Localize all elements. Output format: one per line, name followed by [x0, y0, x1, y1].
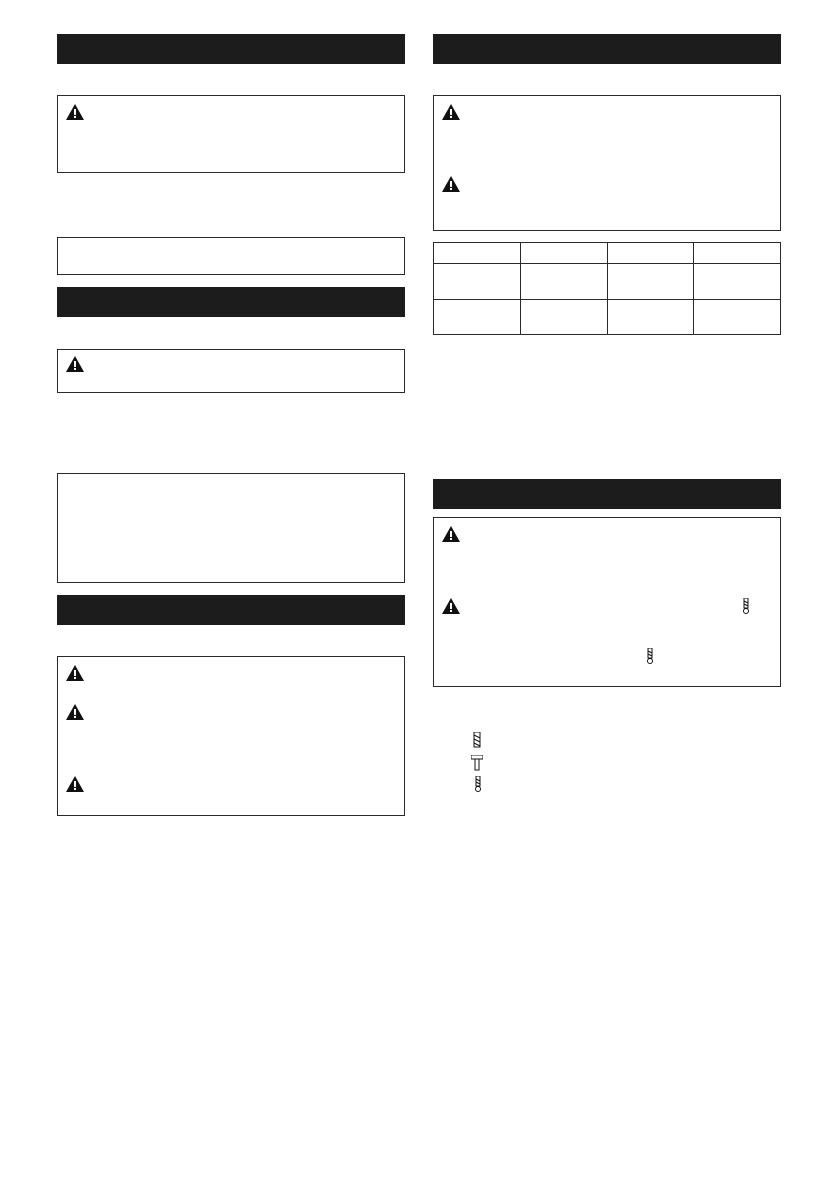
caution-box [57, 656, 405, 816]
section-header-bar [433, 479, 781, 509]
warning-triangle-icon [442, 526, 460, 542]
section-header-bar [433, 34, 781, 64]
screw-icon [473, 776, 483, 797]
table-cell [607, 243, 694, 264]
hammer-icon [471, 755, 483, 776]
warning-triangle-icon [66, 776, 84, 792]
section-header-bar [57, 34, 405, 64]
warning-triangle-icon [442, 104, 460, 120]
warning-triangle-icon [66, 704, 84, 720]
table-cell [520, 264, 607, 300]
table-cell [520, 243, 607, 264]
table-cell [694, 243, 781, 264]
table-cell [434, 300, 521, 335]
table-cell [694, 264, 781, 300]
table-cell [607, 264, 694, 300]
warning-triangle-icon [442, 598, 460, 614]
table-cell [694, 300, 781, 335]
warning-triangle-icon [66, 665, 84, 681]
note-box [57, 473, 405, 583]
screw-icon [741, 598, 751, 619]
table-row [434, 264, 781, 300]
warning-triangle-icon [66, 356, 84, 372]
section-header-bar [57, 287, 405, 317]
specification-table [433, 242, 781, 335]
warning-triangle-icon [442, 176, 460, 192]
section-header-bar [57, 595, 405, 625]
drill-bit-icon [472, 732, 482, 753]
table-cell [434, 243, 521, 264]
screw-icon [645, 648, 655, 669]
caution-box [433, 517, 781, 687]
table-row [434, 243, 781, 264]
table-cell [434, 264, 521, 300]
table-row [434, 300, 781, 335]
table-cell [520, 300, 607, 335]
caution-box [57, 95, 405, 173]
caution-box [57, 349, 405, 393]
note-box [57, 237, 405, 275]
caution-box [433, 95, 781, 231]
warning-triangle-icon [66, 104, 84, 120]
table-cell [607, 300, 694, 335]
